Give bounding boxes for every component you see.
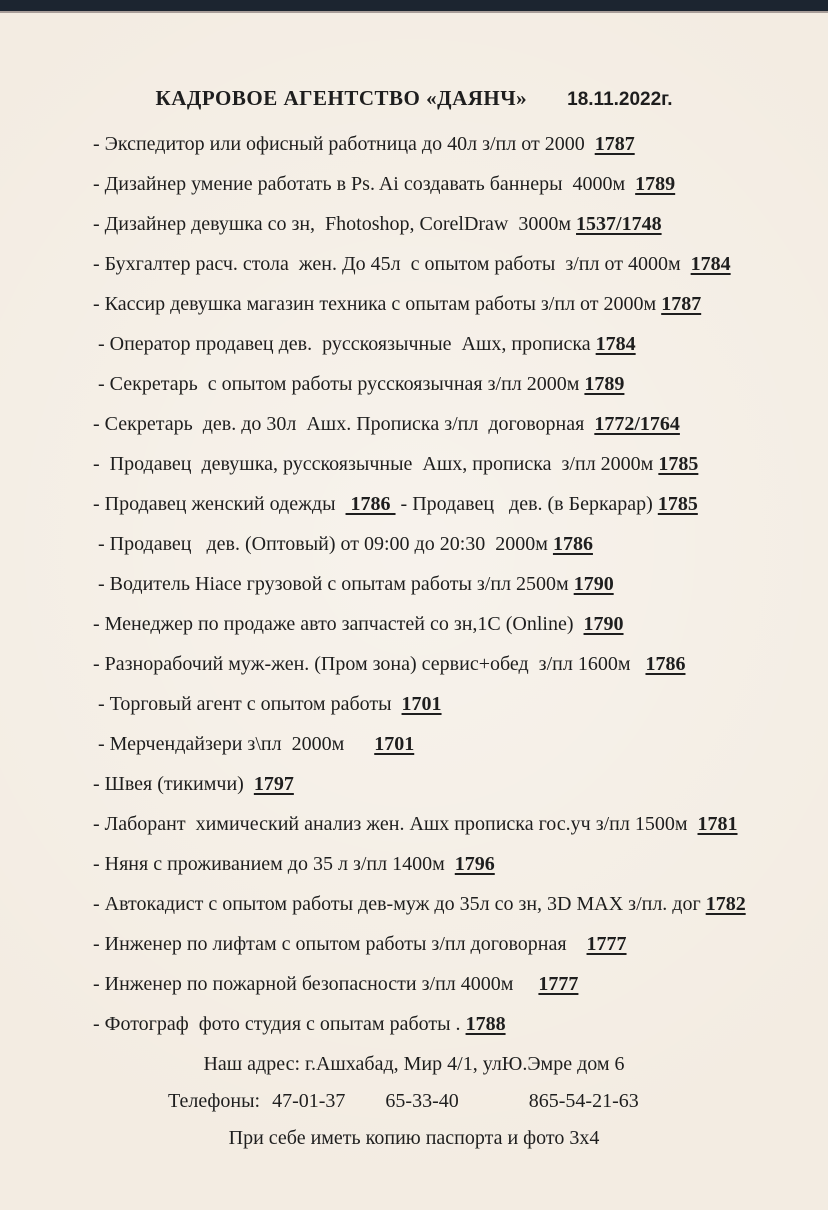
phone-number-3: 865-54-21-63 — [528, 1090, 639, 1112]
listing-ref: 1784 — [595, 333, 636, 355]
listing-line — [93, 604, 798, 644]
listing-ref: 1777 — [538, 973, 579, 995]
address-line: Наш адрес: г.Ашхабад, Мир 4/1, улЮ.Эмре дом 6 — [203, 1053, 625, 1075]
listing-line — [93, 164, 798, 204]
listing-line — [93, 564, 798, 604]
listing-text: - Фотограф фото студия с опытам работы . — [93, 1013, 466, 1035]
phone-number-2: 65-33-40 — [385, 1090, 459, 1112]
listing-line — [93, 364, 798, 404]
listing-text: - Продавец женский одежды — [93, 493, 346, 515]
listing-ref: 1701 — [401, 693, 442, 715]
listing-line — [93, 644, 798, 684]
listing-ref: 1785 — [657, 493, 698, 515]
listing-text: - Инженер по пожарной безопасности з/пл 4000м — [93, 973, 539, 995]
listing-ref: 1790 — [583, 613, 624, 635]
listing-text: - Бухгалтер расч. стола жен. До 45л с опытом работы з/пл от 4000м — [93, 253, 691, 275]
listing-text: - Дизайнер девушка со зн, Fhotoshop, CorelDraw 3000м — [93, 213, 577, 235]
listing-ref: 1787 — [661, 293, 702, 315]
listing-line — [93, 244, 798, 284]
listing-line — [93, 764, 798, 804]
listing-line — [93, 524, 798, 564]
listing-ref: 1785 — [658, 453, 699, 475]
listing-text: - Няня с проживанием до 35 л з/пл 1400м — [93, 853, 455, 875]
listing-ref: 1772/1764 — [594, 413, 680, 435]
listing-ref: 1781 — [697, 813, 738, 835]
listing-line — [93, 284, 798, 324]
listing-text: - Автокадист с опытом работы дев-муж до 35л со зн, 3D MAX з/пл. дог — [93, 893, 706, 915]
listing-line — [93, 1004, 798, 1044]
listing-line — [93, 804, 798, 844]
listing-ref: 1786 — [345, 493, 396, 515]
listing-ref: 1789 — [635, 173, 676, 195]
listing-line — [93, 124, 798, 164]
listing-ref: 1701 — [374, 733, 415, 755]
listing-line — [93, 924, 798, 964]
phones-label: Телефоны: — [168, 1090, 261, 1112]
listing-ref: 1786 — [552, 533, 593, 555]
listing-ref: 1788 — [465, 1013, 506, 1035]
job-listings — [93, 124, 798, 1044]
listing-text: - Продавец дев. (в Беркарар) — [395, 493, 658, 515]
listing-ref: 1796 — [454, 853, 495, 875]
date-label: 18.11.2022г. — [567, 89, 673, 110]
listing-text: - Торговый агент с опытом работы — [93, 693, 402, 715]
listing-line — [93, 964, 798, 1004]
listing-line — [93, 724, 798, 764]
listing-text: - Водитель Hiace грузовой с опытам работы з/пл 2500м — [93, 573, 574, 595]
listing-ref: 1797 — [253, 773, 294, 795]
note-line: При себе иметь копию паспорта и фото 3х4 — [228, 1127, 600, 1149]
listing-text: - Продавец девушка, русскоязычные Ашх, прописка з/пл 2000м — [93, 453, 659, 475]
listing-text: - Продавец дев. (Оптовый) от 09:00 до 20:30 2000м — [93, 533, 553, 555]
listing-ref: 1787 — [594, 133, 635, 155]
listing-text: - Лаборант химический анализ жен. Ашх прописка гос.уч з/пл 1500м — [93, 813, 698, 835]
listing-line — [93, 324, 798, 364]
listing-text: - Дизайнер умение работать в Ps. Ai создавать баннеры 4000м — [93, 173, 636, 195]
top-edge-bar — [0, 0, 828, 13]
listing-ref: 1790 — [573, 573, 614, 595]
listing-ref: 1777 — [586, 933, 627, 955]
listing-text: - Мерчендайзери з\пл 2000м — [93, 733, 375, 755]
listing-line — [93, 204, 798, 244]
document-header — [0, 86, 828, 111]
listing-text: - Оператор продавец дев. русскоязычные Ашх, прописка — [93, 333, 596, 355]
listing-line — [93, 404, 798, 444]
listing-line — [93, 884, 798, 924]
listing-text: - Разнорабочий муж-жен. (Пром зона) сервис+обед з/пл 1600м — [93, 653, 646, 675]
listing-text: - Швея (тикимчи) — [93, 773, 254, 795]
listing-line — [93, 844, 798, 884]
listing-ref: 1789 — [584, 373, 625, 395]
listing-text: - Инженер по лифтам с опытом работы з/пл договорная — [93, 933, 587, 955]
listing-line — [93, 444, 798, 484]
phones-line — [0, 1083, 828, 1120]
listing-text: - Секретарь дев. до 30л Ашх. Прописка з/пл договорная — [93, 413, 595, 435]
listing-line — [93, 684, 798, 724]
listing-text: - Секретарь с опытом работы русскоязычная з/пл 2000м — [93, 373, 585, 395]
listing-ref: 1786 — [645, 653, 686, 675]
agency-title: КАДРОВОЕ АГЕНТСТВО «ДАЯНЧ» — [155, 86, 528, 110]
listing-line — [93, 484, 798, 524]
listing-ref: 1784 — [690, 253, 731, 275]
phone-number-1: 47-01-37 — [272, 1090, 346, 1112]
listing-ref: 1782 — [705, 893, 746, 915]
document-footer — [0, 1046, 828, 1157]
listing-text: - Экспедитор или офисный работница до 40л з/пл от 2000 — [93, 133, 595, 155]
listing-text: - Менеджер по продаже авто запчастей со зн,1С (Online) — [93, 613, 584, 635]
listing-ref: 1537/1748 — [576, 213, 662, 235]
listing-text: - Кассир девушка магазин техника с опытам работы з/пл от 2000м — [93, 293, 662, 315]
